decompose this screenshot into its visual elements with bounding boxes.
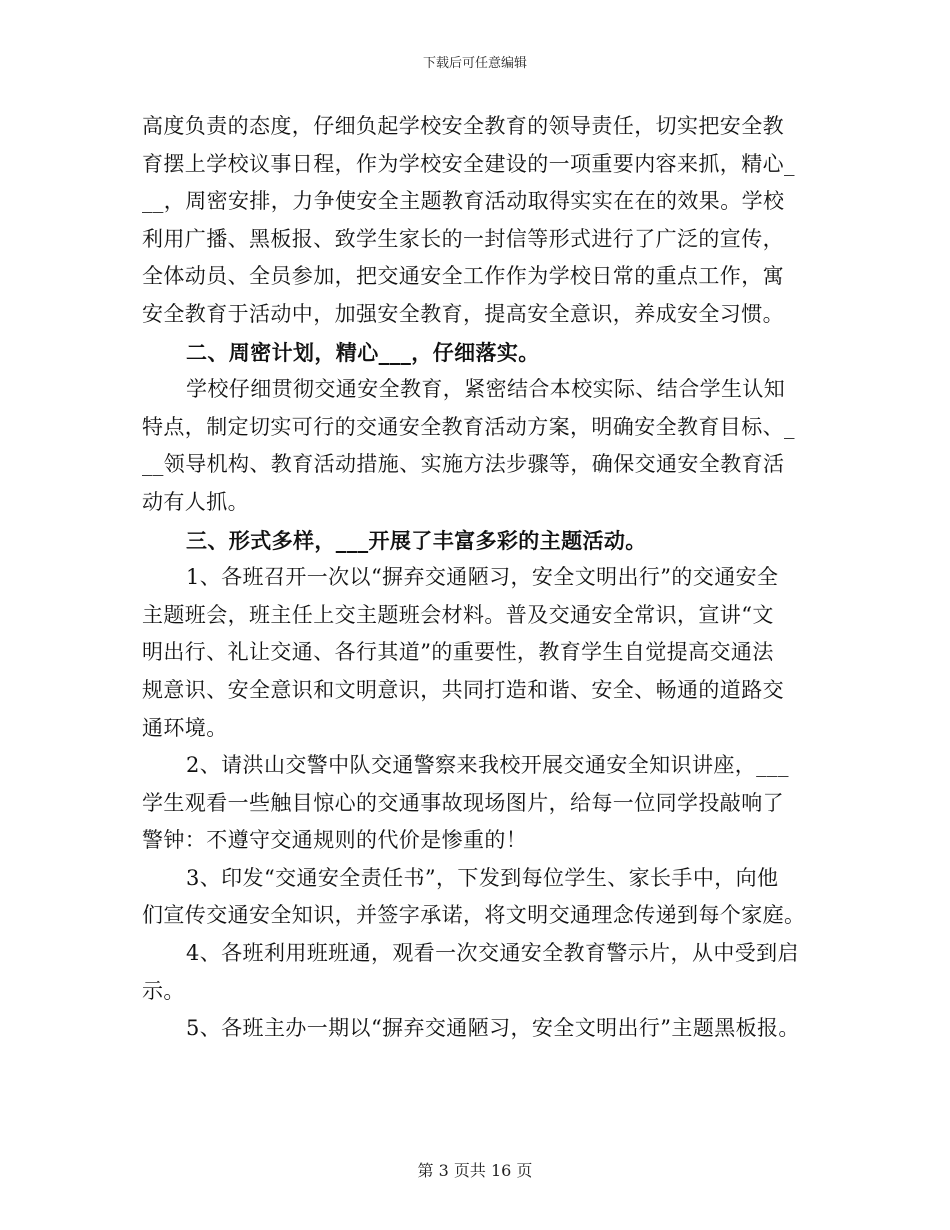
text-line: 明出行、礼让交通、各行其道”的重要性，教育学生自觉提高交通法 xyxy=(142,640,774,665)
text-line: 5、各班主办一期以“摒弃交通陋习，安全文明出行”主题黑板报。 xyxy=(186,1016,800,1041)
text-line: __领导机构、教育活动措施、实施方法步骤等，确保交通安全教育活 xyxy=(142,452,785,477)
text-line: 学校仔细贯彻交通安全教育，紧密结合本校实际、结合学生认知 xyxy=(186,377,786,402)
text-line: 通环境。 xyxy=(142,715,228,740)
text-line: 高度负责的态度，仔细负起学校安全教育的领导责任，切实把安全教 xyxy=(142,114,784,138)
section-heading: 三、形式多样，___开展了丰富多彩的主题活动。 xyxy=(186,527,647,553)
document-body xyxy=(142,108,822,1048)
text-line: 主题班会，班主任上交主题班会材料。普及交通安全常识，宣讲“文 xyxy=(142,602,774,627)
text-line: 安全教育于活动中，加强安全教育，提高安全意识，养成安全习惯。 xyxy=(142,301,784,326)
text-line: 学生观看一些触目惊心的交通事故现场图片，给每一位同学投敲响了 xyxy=(142,790,784,815)
text-line: 利用广播、黑板报、致学生家长的一封信等形式进行了广泛的宣传， xyxy=(142,226,784,251)
text-line: 们宣传交通安全知识，并签字承诺，将文明交通理念传递到每个家庭。 xyxy=(142,903,806,928)
text-line: 1、各班召开一次以“摒弃交通陋习，安全文明出行”的交通安全 xyxy=(186,565,779,590)
text-line: 3、印发“交通安全责任书”，下发到每位学生、家长手中，向他 xyxy=(186,865,779,890)
text-line: 动有人抓。 xyxy=(142,489,249,514)
text-line: 4、各班利用班班通，观看一次交通安全教育警示片，从中受到启 xyxy=(186,941,799,966)
text-line: 示。 xyxy=(142,978,185,1003)
section-heading: 二、周密计划，精心___，仔细落实。 xyxy=(186,339,540,365)
page-footer: 第 3 页共 16 页 xyxy=(417,1161,533,1180)
text-line: 警钟：不遵守交通规则的代价是惨重的！ xyxy=(142,828,528,853)
text-line: 全体动员、全员参加，把交通安全工作作为学校日常的重点工作，寓 xyxy=(142,264,784,289)
text-line: 2、请洪山交警中队交通警察来我校开展交通安全知识讲座，___ xyxy=(186,753,789,778)
text-line: __，周密安排，力争使安全主题教育活动取得实实在在的效果。学校 xyxy=(142,189,785,214)
page-header: 下载后可任意编辑 xyxy=(422,56,527,71)
text-line: 规意识、安全意识和文明意识，共同打造和谐、安全、畅通的道路交 xyxy=(142,677,784,702)
text-line: 育摆上学校议事日程，作为学校安全建设的一项重要内容来抓，精心_ xyxy=(142,151,795,176)
text-line: 特点，制定切实可行的交通安全教育活动方案，明确安全教育目标、_ xyxy=(142,414,795,439)
